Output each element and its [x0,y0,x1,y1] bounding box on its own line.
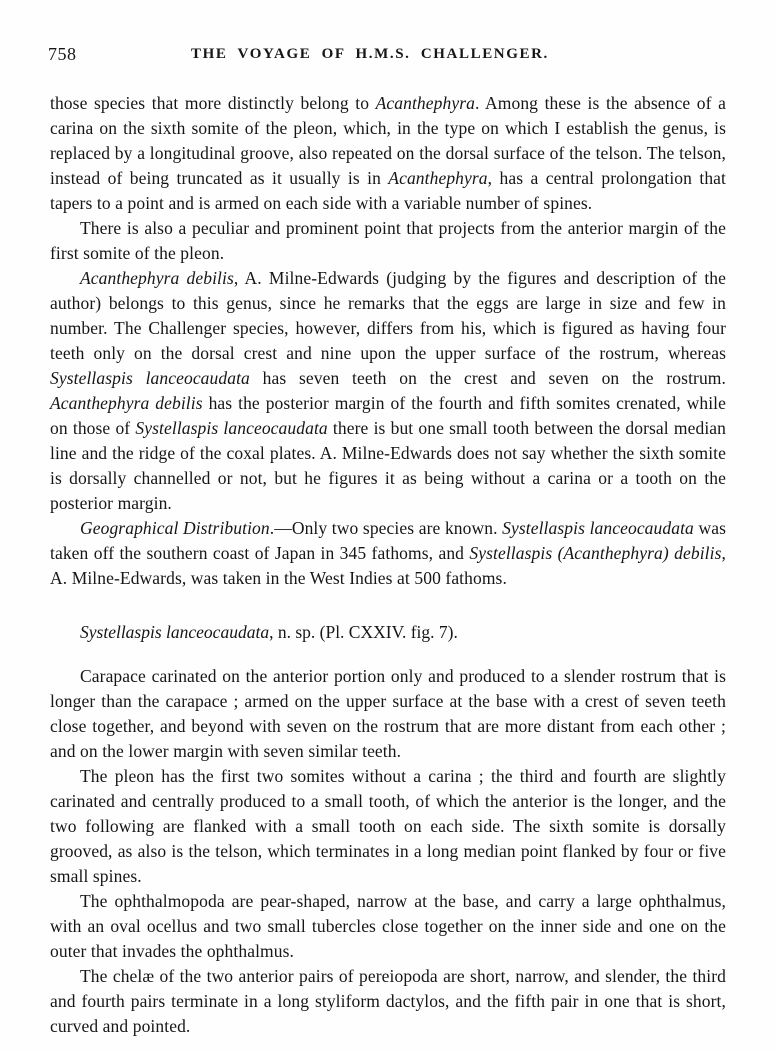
paragraph [50,664,726,764]
species-heading [50,620,726,645]
text-run: The chelæ of the two anterior pairs of pereiopoda are short, narrow, and slender, the third and fourth pairs terminate in a long styliform dactylos, and the fifth pair in one that is short, curved and pointed. [50,966,726,1036]
text-run: was taken off the southern coast of Japan in 345 fathoms, and [50,518,726,563]
text-run: Systellaspis lanceocaudata [135,418,328,438]
paragraph [50,216,726,266]
paragraph [50,964,726,1039]
text-run: has the posterior margin of the fourth and fifth somites crenated, while on those of [50,393,727,438]
text-run: . Among these is the absence of a carina on the sixth somite of the pleon, which, in the type on which I establish the genus, is replaced by a longitudinal groove, also repeated on the dorsal surface of the telson. The telson, instead of being truncated as it usually is in [50,93,726,188]
text-run: , A. Milne-Edwards (judging by the figures and description of the author) belongs to this genus, since he remarks that the eggs are large in size and few in number. The Challenger species, however, differs from his, which is figured as having four teeth only on the dorsal crest and nine upon the upper surface of the rostrum, whereas [50,268,727,363]
page-header [0,44,776,64]
paragraph-geographical-distribution [50,516,726,591]
paragraph [50,889,726,964]
text-run: Acanthephyra debilis [80,268,234,288]
page-body [50,91,726,1039]
text-run: The ophthalmopoda are pear-shaped, narrow at the base, and carry a large ophthalmus, with an oval ocellus and two small tubercles close together on the inner side and one on the outer that invades the ophthalmus. [50,891,726,961]
text-run: , n. sp. (Pl. CXXIV. fig. 7). [269,622,458,642]
text-run: Geographical Distribution [80,518,270,538]
text-run: Acanthephyra [388,168,488,188]
text-run: Acanthephyra debilis [50,393,203,413]
text-run: those species that more distinctly belong to [50,93,376,113]
page-number: 758 [48,44,77,64]
text-run: Acanthephyra [375,93,475,113]
running-title: THE VOYAGE OF H.M.S. CHALLENGER. [191,46,549,62]
text-run: , has a central prolongation that tapers to a point and is armed on each side with a variable number of spines. [50,168,727,213]
text-run: Systellaspis lanceocaudata [50,368,250,388]
text-run: Systellaspis lanceocaudata [502,518,694,538]
text-run: , A. Milne-Edwards, was taken in the West Indies at 500 fathoms. [50,543,726,588]
text-run: has seven teeth on the crest and seven on the rostrum. [249,368,726,388]
text-run: Systellaspis lanceocaudata [80,622,270,642]
text-run: The pleon has the first two somites without a carina ; the third and fourth are slightly carinated and centrally produced to a small tooth, of which the anterior is the longer, and the two following are flanked with a small tooth on each side. The sixth somite is dorsally grooved, as also is the telson, which terminates in a long median point flanked by four or five small spines. [50,766,726,886]
text-run: .—Only two species are known. [269,518,503,538]
paragraph-continuation [50,91,726,216]
text-run: Carapace carinated on the anterior portion only and produced to a slender rostrum that is longer than the carapace ; armed on the upper surface at the base with a crest of seven teeth close together, and beyond with seven on the rostrum that are more distant from each other ; and on the lower margin with seven similar teeth. [50,666,726,761]
text-run: Systellaspis (Acanthephyra) debilis [469,543,722,563]
text-run: there is but one small tooth between the dorsal median line and the ridge of the coxal plates. A. Milne-Edwards does not say whether the sixth somite is dorsally channelled or not, but he figures it as being without a carina or a tooth on the posterior margin. [50,418,727,513]
text-run: There is also a peculiar and prominent point that projects from the anterior margin of the first somite of the pleon. [50,218,726,263]
paragraph [50,764,726,889]
paragraph [50,266,726,516]
